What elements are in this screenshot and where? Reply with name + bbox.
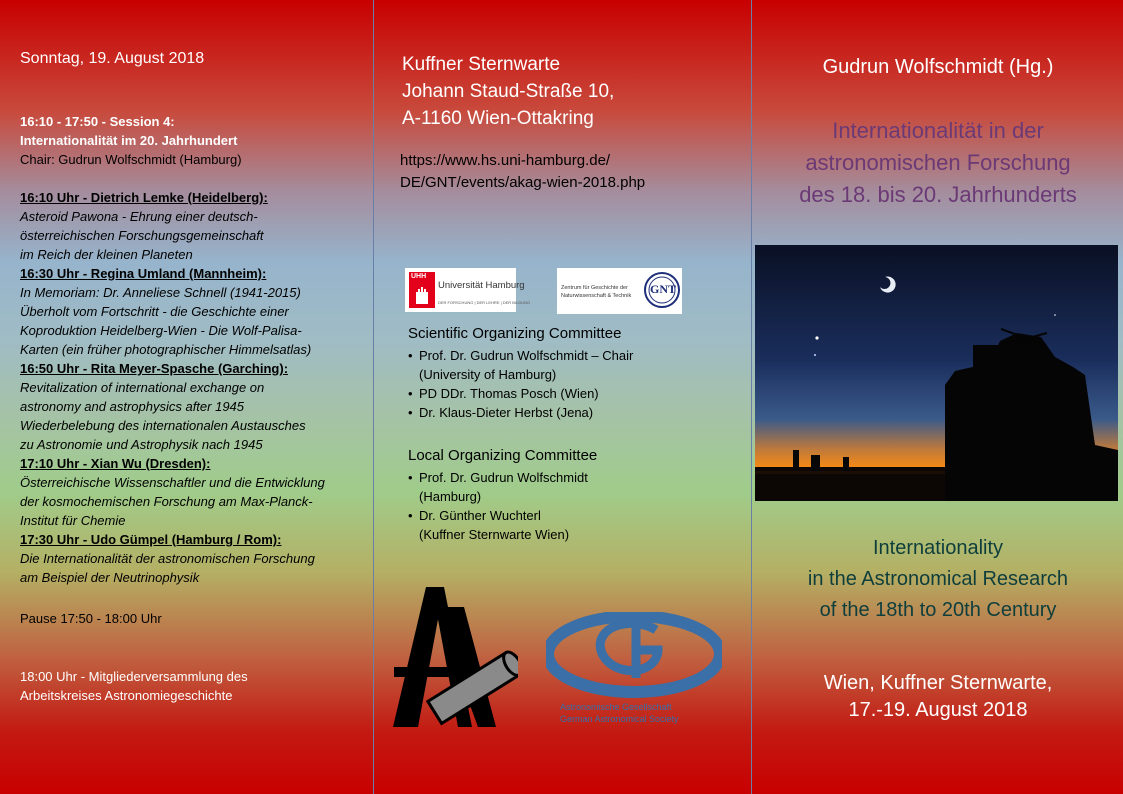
committee-member: • Dr. Klaus-Dieter Herbst (Jena) [408,405,594,420]
arbeitskreis-logo-icon [388,585,518,727]
ag-emblem-icon [546,612,722,702]
talk-line: zu Astronomie und Astrophysik nach 1945 [20,437,263,452]
talk-line: Karten (ein früher photographischer Himmelsatlas) [20,342,312,357]
committee-member: • Dr. Günther Wuchterl [408,508,541,523]
session-time: 16:10 - 17:50 - Session 4: [20,114,175,129]
talk-line: astronomy and astrophysics after 1945 [20,399,245,414]
meeting-line: 18:00 Uhr - Mitgliederversammlung des [20,669,248,684]
pause-text: Pause 17:50 - 18:00 Uhr [20,611,162,626]
title-german [752,115,1123,211]
talk-line: Revitalization of international exchange on [20,380,265,395]
loc-list [408,468,588,544]
observatory-photo [755,245,1118,501]
uhh-badge: UHH [409,272,435,308]
talk-line: Koproduktion Heidelberg-Wien - Die Wolf-Palisa- [20,323,302,338]
talk-item [20,454,365,530]
url-line[interactable]: DE/GNT/events/akag-wien-2018.php [400,174,646,191]
session-chair: Chair: Gudrun Wolfschmidt (Hamburg) [20,152,242,167]
ag-logo-text: Astronomische Gesellschaft [560,702,672,712]
committee-member: • PD DDr. Thomas Posch (Wien) [408,386,599,401]
talk-line: der kosmochemischen Forschung am Max-Planck- [20,494,313,509]
address-line: Johann Staud-Straße 10, [402,81,615,102]
loc-title: Local Organizing Committee [408,447,598,464]
talk-list [20,188,365,587]
talk-item [20,264,365,359]
title-english [752,533,1123,626]
committee-member: • Prof. Dr. Gudrun Wolfschmidt [408,470,588,485]
uni-hamburg-logo: UHH Universität Hamburg DER FORSCHUNG | DER LEHRE | DER BILDUNG [405,268,516,312]
soc-list [408,346,633,422]
meeting-line: Arbeitskreises Astronomiegeschichte [20,688,233,703]
castle-icon [415,286,429,304]
ag-logo-text: German Astronomical Society [560,714,679,724]
talk-line: Institut für Chemie [20,513,126,528]
talk-line: In Memoriam: Dr. Anneliese Schnell (1941-2015) [20,285,301,300]
program-date: Sonntag, 19. August 2018 [20,50,205,67]
event-link[interactable] [400,150,645,194]
committee-member-affiliation: (University of Hamburg) [419,367,557,382]
talk-line: österreichischen Forschungsgemeinschaft [20,228,264,243]
committee-member: • Prof. Dr. Gudrun Wolfschmidt – Chair [408,348,634,363]
session-block [20,112,365,169]
talk-speaker: 16:30 Uhr - Regina Umland (Mannheim): [20,266,267,281]
talk-item [20,188,365,264]
committee-member-affiliation: (Hamburg) [419,489,482,504]
editor-name: Gudrun Wolfschmidt (Hg.) [822,56,1054,78]
talk-line: Österreichische Wissenschaftler und die Entwicklung [20,475,325,490]
gnt-mark: GNT [650,282,677,296]
committee-member-affiliation: (Kuffner Sternwarte Wien) [419,527,570,542]
talk-line: am Beispiel der Neutrinophysik [20,570,200,585]
session-title: Internationalität im 20. Jahrhundert [20,133,238,148]
title-en-line: in the Astronomical Research [807,568,1069,590]
meeting-text [20,667,365,705]
cover-panel [751,0,1123,794]
address-line: Kuffner Sternwarte [402,54,561,75]
title-en-line: of the 18th to 20th Century [819,599,1057,621]
url-line[interactable]: https://www.hs.uni-hamburg.de/ [400,152,611,169]
talk-speaker: 17:10 Uhr - Xian Wu (Dresden): [20,456,211,471]
talk-line: Asteroid Pawona - Ehrung einer deutsch- [20,209,258,224]
program-panel [0,0,373,794]
talk-line: im Reich der kleinen Planeten [20,247,193,262]
soc-title: Scientific Organizing Committee [408,325,622,342]
title-de-line: astronomischen Forschung [805,150,1071,175]
ag-logo [546,612,722,732]
date-line: 17.-19. August 2018 [848,699,1028,721]
title-de-line: Internationalität in der [832,118,1044,143]
address-line: A-1160 Wien-Ottakring [402,108,594,129]
title-en-line: Internationality [872,537,1004,559]
talk-item [20,359,365,454]
talk-speaker: 16:50 Uhr - Rita Meyer-Spasche (Garching): [20,361,289,376]
venue-line: Wien, Kuffner Sternwarte, [823,672,1053,694]
venue-address [402,51,614,132]
gnt-logo: Zentrum für Geschichte der Naturwissenschaft & Technik GNT [557,268,682,314]
talk-speaker: 17:30 Uhr - Udo Gümpel (Hamburg / Rom): [20,532,282,547]
title-de-line: des 18. bis 20. Jahrhunderts [799,182,1077,207]
talk-line: Überholt vom Fortschritt - die Geschichte einer [20,304,289,319]
info-panel [373,0,752,794]
talk-line: Wiederbelebung des internationalen Austausches [20,418,306,433]
talk-line: Die Internationalität der astronomischen Forschung [20,551,315,566]
talk-speaker: 16:10 Uhr - Dietrich Lemke (Heidelberg): [20,190,268,205]
talk-item [20,530,365,587]
